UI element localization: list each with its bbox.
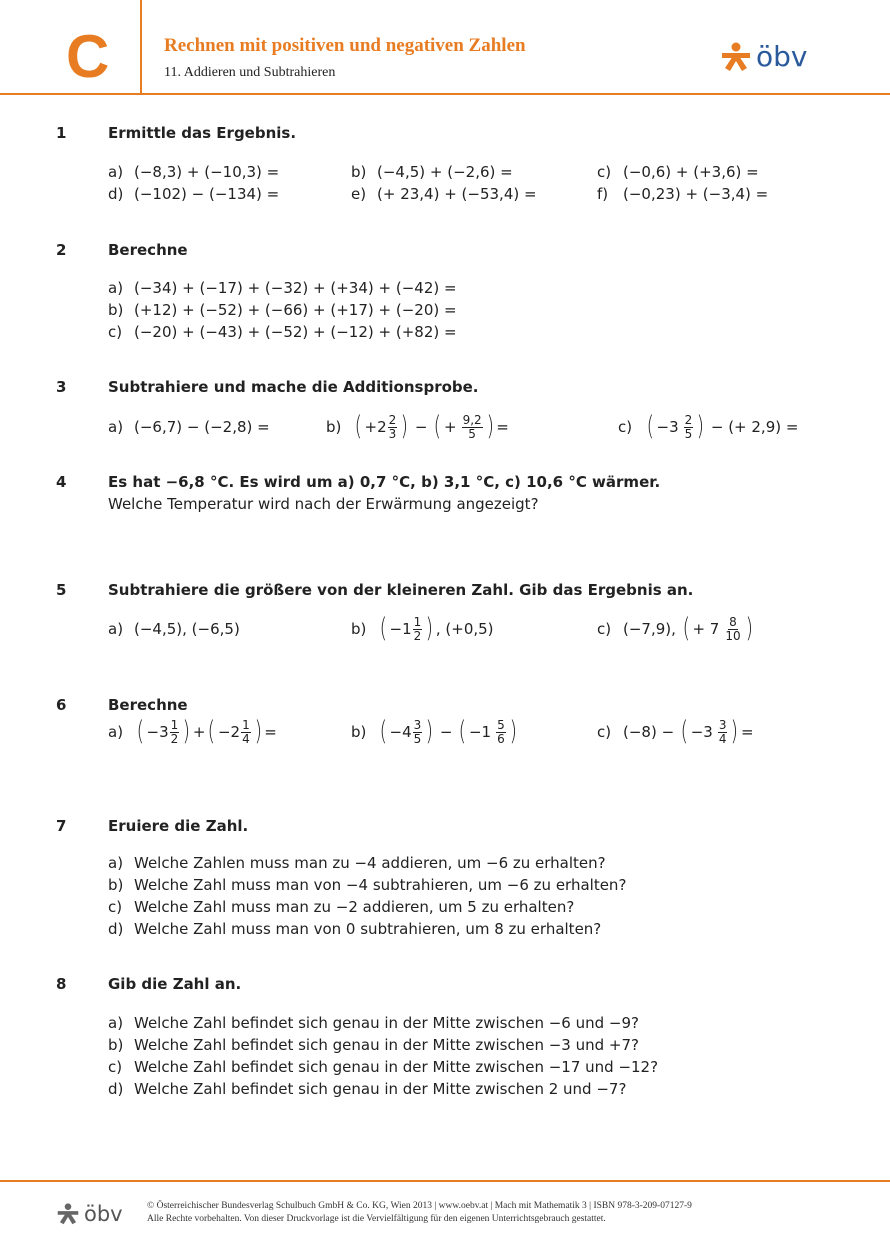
numerator: 2: [684, 412, 693, 427]
exercise-label: e): [351, 185, 367, 203]
exercise-label: b): [108, 1036, 124, 1054]
exercise-text: (−102) − (−134) =: [134, 185, 280, 203]
mixed-whole: −3: [656, 418, 679, 436]
exercise-label: a): [108, 723, 124, 741]
exercise-text: (+12) + (−52) + (−66) + (+17) + (−20) =: [134, 301, 457, 319]
oebv-star-icon: [720, 42, 752, 72]
denominator: 4: [242, 731, 250, 746]
exercise-text: Welche Zahl muss man zu −2 addieren, um 5 zu erhalten?: [134, 898, 575, 916]
exercise-label: d): [108, 920, 124, 938]
oebv-logo: [720, 42, 807, 72]
fraction: [718, 719, 728, 746]
operator: −: [414, 418, 428, 436]
exercise-c: [108, 321, 457, 343]
exercise-text: Welche Zahl befindet sich genau in der Mitte zwischen 2 und −7?: [134, 1080, 627, 1098]
exercise-label: c): [597, 723, 612, 741]
exercise-text: Welche Zahlen muss man zu −4 addieren, um −6 zu erhalten?: [134, 854, 606, 872]
exercise-b: [108, 874, 626, 896]
mixed-whole: + 7: [692, 620, 720, 638]
task-number: 6: [56, 696, 67, 714]
task-title: Berechne: [108, 241, 188, 259]
exercise-label: d): [108, 1080, 124, 1098]
mixed-whole: −2: [217, 723, 241, 741]
exercise-e: [351, 183, 537, 205]
exercise-text: (−8,3) + (−10,3) =: [134, 163, 280, 181]
numerator: 3: [718, 717, 727, 732]
exercise-c: c) (−7,9), ( + 7 $\frac{8}{10}$ ): [597, 613, 753, 644]
chapter-letter: C: [66, 23, 110, 90]
fraction: [413, 719, 423, 746]
exercise-text: (−8) −: [623, 723, 675, 741]
exercise-f: [597, 183, 768, 205]
exercise-label: c): [597, 620, 612, 638]
exercise-text: (−0,23) + (−3,4) =: [623, 185, 769, 203]
exercise-d: [108, 1078, 626, 1100]
exercise-label: a): [108, 854, 124, 872]
exercise-text: (−7,9),: [623, 620, 676, 638]
exercise-label: a): [108, 1014, 124, 1032]
footer-copyright: [147, 1200, 692, 1226]
exercise-label: c): [618, 418, 633, 436]
numerator: 1: [242, 717, 250, 732]
fraction: [388, 414, 398, 441]
exercise-c: [597, 161, 759, 183]
exercise-text: − (+ 2,9) =: [710, 418, 799, 436]
exercise-label: a): [108, 163, 124, 181]
exercise-text: Welche Zahl befindet sich genau in der Mitte zwischen −6 und −9?: [134, 1014, 639, 1032]
denominator: 10: [725, 628, 741, 643]
task-title: Subtrahiere und mache die Additionsprobe.: [108, 378, 479, 396]
fraction: [241, 719, 251, 746]
operator: +: [192, 723, 206, 741]
task-number: 3: [56, 378, 67, 396]
equals: =: [496, 418, 509, 436]
exercise-c: [108, 896, 574, 918]
task-number: 1: [56, 124, 67, 142]
logo-wordmark: öbv: [756, 40, 808, 73]
task-number: 4: [56, 473, 67, 491]
exercise-c: c) ( −3 $\frac{2}{5}$ ) − (+ 2,9) =: [618, 411, 799, 442]
exercise-label: b): [351, 723, 367, 741]
mixed-whole: −4: [389, 723, 412, 741]
task-number: 2: [56, 241, 67, 259]
exercise-text: , (+0,5): [435, 620, 494, 638]
footer-line-1: © Österreichischer Bundesverlag Schulbuch GmbH & Co. KG, Wien 2013 | www.oebv.at | Mach mit Mathematik 3 | ISBN 978-3-209-07127-9: [147, 1201, 692, 1211]
mixed-whole: −1: [389, 620, 412, 638]
exercise-label: c): [108, 323, 123, 341]
footer-divider: [0, 1180, 890, 1182]
header-divider-horizontal: [0, 93, 890, 95]
exercise-a: [108, 277, 457, 299]
exercise-label: c): [108, 898, 123, 916]
task-number: 7: [56, 817, 67, 835]
mixed-whole: +2: [364, 418, 387, 436]
footer-line-2: Alle Rechte vorbehalten. Von dieser Druckvorlage ist die Vervielfältigung für den eigenen Unterrichtsgebrauch gestattet.: [147, 1214, 606, 1224]
exercise-a: [108, 407, 270, 447]
exercise-label: a): [108, 620, 124, 638]
page-title: Rechnen mit positiven und negativen Zahlen: [164, 35, 526, 56]
fraction: [462, 414, 483, 441]
mixed-whole: −3: [690, 723, 713, 741]
task-title: Subtrahiere die größere von der kleineren Zahl. Gib das Ergebnis an.: [108, 581, 694, 599]
denominator: 4: [718, 731, 727, 746]
fraction: [724, 616, 741, 643]
equals: =: [741, 723, 754, 741]
exercise-label: b): [351, 163, 367, 181]
denominator: 2: [413, 628, 422, 643]
footer-logo: [56, 1202, 123, 1226]
task-title: Berechne: [108, 696, 188, 714]
task-subtitle: Welche Temperatur wird nach der Erwärmung angezeigt?: [108, 495, 539, 513]
numerator: 1: [170, 717, 179, 732]
mixed-whole: −1: [468, 723, 492, 741]
exercise-label: b): [326, 418, 342, 436]
page-subtitle: 11. Addieren und Subtrahieren: [164, 65, 336, 80]
exercise-label: c): [108, 1058, 123, 1076]
denominator: 3: [388, 426, 397, 441]
denominator: 5: [413, 731, 422, 746]
fraction: [684, 414, 694, 441]
exercise-b: [108, 1034, 639, 1056]
equals: =: [264, 723, 277, 741]
exercise-text: (+ 23,4) + (−53,4) =: [377, 185, 537, 203]
exercise-b: [351, 161, 513, 183]
numerator: 8: [729, 614, 737, 629]
exercise-label: a): [108, 418, 124, 436]
fraction: [170, 719, 180, 746]
mixed-whole: −3: [146, 723, 169, 741]
task-title: Gib die Zahl an.: [108, 975, 242, 993]
exercise-text: (−0,6) + (+3,6) =: [623, 163, 759, 181]
exercise-d: [108, 918, 601, 940]
numerator: 2: [388, 412, 397, 427]
exercise-text: (−4,5) + (−2,6) =: [377, 163, 513, 181]
denominator: 5: [468, 426, 476, 441]
exercise-b: b) ( −1 $\frac{1}{2}$ ) , (+0,5): [351, 613, 494, 644]
denominator: 2: [170, 731, 179, 746]
exercise-c: c) (−8) − ( −3 $\frac{3}{4}$ ) =: [597, 716, 754, 747]
exercise-b: b) ( −4 $\frac{3}{5}$ ) − ( −1 $\frac{5}{6}$ ): [351, 716, 517, 747]
header-divider-vertical: [140, 0, 142, 94]
exercise-label: b): [108, 876, 124, 894]
task-number: 5: [56, 581, 67, 599]
exercise-b: [108, 299, 457, 321]
exercise-label: a): [108, 279, 124, 297]
exercise-text: Welche Zahl muss man von 0 subtrahieren, um 8 zu erhalten?: [134, 920, 602, 938]
exercise-label: b): [351, 620, 367, 638]
exercise-label: b): [108, 301, 124, 319]
fraction: [496, 719, 506, 746]
exercise-a: [108, 1012, 639, 1034]
exercise-label: d): [108, 185, 124, 203]
numerator: 1: [413, 614, 422, 629]
numerator: 9,2: [462, 412, 482, 427]
exercise-label: f): [597, 185, 609, 203]
denominator: 5: [684, 426, 693, 441]
exercise-a: [108, 609, 240, 649]
fraction: [413, 616, 423, 643]
exercise-text: Welche Zahl befindet sich genau in der Mitte zwischen −17 und −12?: [134, 1058, 659, 1076]
exercise-text: (−20) + (−43) + (−52) + (−12) + (+82) =: [134, 323, 457, 341]
numerator: 5: [497, 717, 505, 732]
denominator: 6: [497, 731, 505, 746]
task-title: Es hat −6,8 °C. Es wird um a) 0,7 °C, b) 3,1 °C, c) 10,6 °C wärmer.: [108, 473, 661, 491]
sign: +: [443, 418, 457, 436]
exercise-c: [108, 1056, 658, 1078]
task-title: Ermittle das Ergebnis.: [108, 124, 297, 142]
exercise-label: c): [597, 163, 612, 181]
task-number: 8: [56, 975, 67, 993]
exercise-a: [108, 852, 606, 874]
numerator: 3: [413, 717, 422, 732]
logo-wordmark: öbv: [84, 1202, 123, 1226]
exercise-b: b) ( +2 $\frac{2}{3}$ ) − ( + $\frac{9,2}{5}$ ) =: [326, 411, 509, 442]
exercise-text: (−6,7) − (−2,8) =: [134, 418, 270, 436]
operator: −: [439, 723, 453, 741]
exercise-text: Welche Zahl muss man von −4 subtrahieren, um −6 zu erhalten?: [134, 876, 627, 894]
exercise-a: [108, 161, 279, 183]
exercise-text: Welche Zahl befindet sich genau in der Mitte zwischen −3 und +7?: [134, 1036, 639, 1054]
task-title: Eruiere die Zahl.: [108, 817, 249, 835]
exercise-a: a) ( −3 $\frac{1}{2}$ ) + ( −2 $\frac{1}{4}$ ) =: [108, 716, 277, 747]
oebv-star-icon: [56, 1203, 80, 1225]
exercise-text: (−4,5), (−6,5): [134, 620, 240, 638]
exercise-d: [108, 183, 279, 205]
exercise-text: (−34) + (−17) + (−32) + (+34) + (−42) =: [134, 279, 457, 297]
